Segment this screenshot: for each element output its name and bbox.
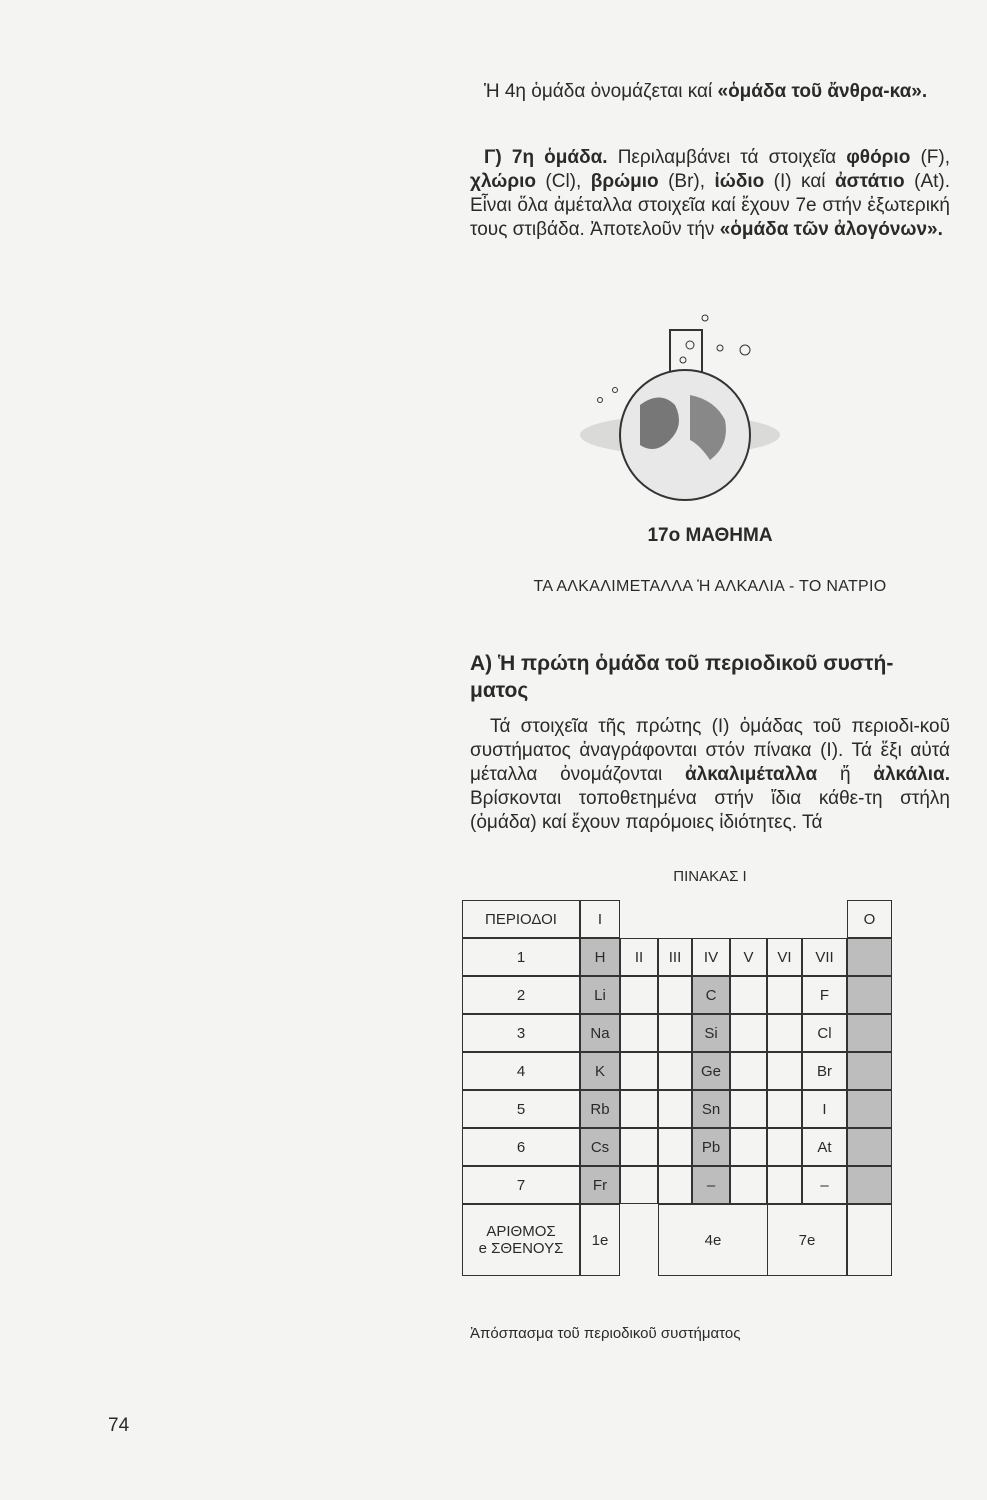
noble-gas-cell	[847, 938, 892, 976]
empty-cell	[620, 1128, 658, 1166]
page-number: 74	[108, 1415, 130, 1436]
valence-group-VII: 7e	[767, 1204, 847, 1276]
text: (Cl),	[535, 171, 591, 192]
lesson-subtitle: ΤΑ ΑΛΚΑΛΙΜΕΤΑΛΛΑ Ἡ ΑΛΚΑΛΙΑ - ΤΟ ΝΑΤΡΙΟ	[533, 578, 887, 595]
periodic-table-excerpt	[462, 900, 952, 1278]
bold-text: «ὁμάδα τῶν ἀλογόνων».	[719, 219, 943, 240]
empty-cell	[620, 1014, 658, 1052]
element-cell: –	[802, 1166, 847, 1204]
element-cell: At	[802, 1128, 847, 1166]
empty-cell	[730, 1052, 767, 1090]
element-cell: H	[580, 938, 620, 976]
empty-cell	[658, 1052, 692, 1090]
empty-cell	[730, 1128, 767, 1166]
element-cell: Br	[802, 1052, 847, 1090]
element-cell: Si	[692, 1014, 730, 1052]
valence-label-line: ΑΡΙΘΜΟΣ	[486, 1223, 556, 1240]
noble-gas-cell	[847, 976, 892, 1014]
text: (I) καί	[764, 171, 835, 192]
empty-cell	[658, 1166, 692, 1204]
period-number: 3	[462, 1014, 580, 1052]
table-caption: Ἀπόσπασμα τοῦ περιοδικοῦ συστήματος	[470, 1325, 741, 1342]
period-number: 1	[462, 938, 580, 976]
noble-gas-cell	[847, 1166, 892, 1204]
group-header: V	[730, 938, 767, 976]
paragraph-group-one	[470, 715, 950, 835]
valence-group-O	[847, 1204, 892, 1276]
lesson-title: 17ο ΜΑΘΗΜΑ	[647, 525, 773, 546]
empty-cell	[620, 976, 658, 1014]
text: Τά στοιχεῖα τῆς πρώτης (Ι) ὁμάδας τοῦ περιοδι-κοῦ συστήματος ἀναγράφονται στόν πίνακα (Ι). Τά ἕξι αὐτά μέταλλα ὀνομάζονται	[470, 716, 950, 785]
section-heading: Α) Ἡ πρώτη ὁμάδα τοῦ περιοδικοῦ συστή-ματος	[470, 652, 894, 702]
empty-cell	[730, 1014, 767, 1052]
bold-text: ἀλκάλια.	[873, 764, 950, 785]
element-cell: Sn	[692, 1090, 730, 1128]
empty-cell	[658, 976, 692, 1014]
text: ἤ	[817, 764, 874, 785]
table-title: ΠΙΝΑΚΑΣ Ι	[673, 868, 747, 885]
noble-gas-cell	[847, 1128, 892, 1166]
text: Βρίσκονται τοποθετημένα στήν ἴδια κάθε-τη στήλη (ὁμάδα) καί ἔχουν παρόμοιες ἰδιότητες. Τά	[470, 788, 950, 833]
period-number: 4	[462, 1052, 580, 1090]
group-header: ΙΙ	[620, 938, 658, 976]
element-cell: Fr	[580, 1166, 620, 1204]
bold-text: ἀστάτιο	[834, 171, 905, 192]
group-header: ΙV	[692, 938, 730, 976]
empty-cell	[730, 976, 767, 1014]
text: (Br),	[658, 171, 715, 192]
noble-gas-cell	[847, 1090, 892, 1128]
group-I-header: Ι	[580, 900, 620, 938]
element-cell: Na	[580, 1014, 620, 1052]
period-number: 5	[462, 1090, 580, 1128]
element-cell: K	[580, 1052, 620, 1090]
bold-text: βρώμιο	[590, 171, 659, 192]
element-cell: Li	[580, 976, 620, 1014]
empty-cell	[767, 1052, 802, 1090]
element-cell: Pb	[692, 1128, 730, 1166]
group-header: VΙ	[767, 938, 802, 976]
text: (F),	[910, 147, 950, 168]
element-cell: Ge	[692, 1052, 730, 1090]
bold-text: χλώριο	[470, 171, 536, 192]
noble-gas-cell	[847, 1052, 892, 1090]
empty-cell	[658, 1014, 692, 1052]
period-number: 2	[462, 976, 580, 1014]
empty-cell	[767, 1090, 802, 1128]
empty-cell	[730, 1166, 767, 1204]
text: Ἡ 4η ὁμάδα ὀνομάζεται καί	[484, 81, 718, 102]
period-number: 7	[462, 1166, 580, 1204]
bold-text: ἀλκαλιμέταλλα	[685, 764, 818, 785]
group-header: ΙΙΙ	[658, 938, 692, 976]
paragraph-carbon-group	[470, 80, 950, 104]
empty-cell	[767, 1128, 802, 1166]
empty-cell	[767, 976, 802, 1014]
bold-text: ἰώδιο	[714, 171, 765, 192]
empty-cell	[620, 1052, 658, 1090]
valence-label	[462, 1204, 580, 1276]
empty-cell	[658, 1128, 692, 1166]
element-cell: F	[802, 976, 847, 1014]
bold-text: Γ) 7η ὁμάδα.	[484, 147, 608, 168]
empty-cell	[767, 1166, 802, 1204]
paragraph-halogens	[470, 146, 950, 242]
text: (At). Εἶναι ὅλα ἀμέταλλα στοιχεῖα καί ἔχουν 7e στήν ἐξωτερική τους στιβάδα. Ἀποτελοῦν τήν	[470, 171, 950, 240]
period-number: 6	[462, 1128, 580, 1166]
noble-gas-cell	[847, 1014, 892, 1052]
element-cell: Cs	[580, 1128, 620, 1166]
element-cell: –	[692, 1166, 730, 1204]
empty-cell	[767, 1014, 802, 1052]
group-header: VΙΙ	[802, 938, 847, 976]
bold-text: φθόριο	[846, 147, 911, 168]
element-cell: C	[692, 976, 730, 1014]
element-cell: Cl	[802, 1014, 847, 1052]
element-cell: Rb	[580, 1090, 620, 1128]
empty-cell	[658, 1090, 692, 1128]
empty-cell	[620, 1166, 658, 1204]
valence-label-line: e ΣΘΕΝΟΥΣ	[478, 1240, 564, 1257]
group-O-header: Ο	[847, 900, 892, 938]
text: Περιλαμβάνει τά στοιχεῖα	[607, 147, 847, 168]
flask-globe-illustration	[540, 300, 780, 505]
empty-cell	[620, 1090, 658, 1128]
periods-header: ΠΕΡΙΟΔΟΙ	[462, 900, 580, 938]
valence-group-IV: 4e	[658, 1204, 768, 1276]
empty-cell	[730, 1090, 767, 1128]
valence-group-I: 1e	[580, 1204, 620, 1276]
bold-text: «ὁμάδα τοῦ ἄνθρα-κα».	[717, 81, 928, 102]
element-cell: I	[802, 1090, 847, 1128]
